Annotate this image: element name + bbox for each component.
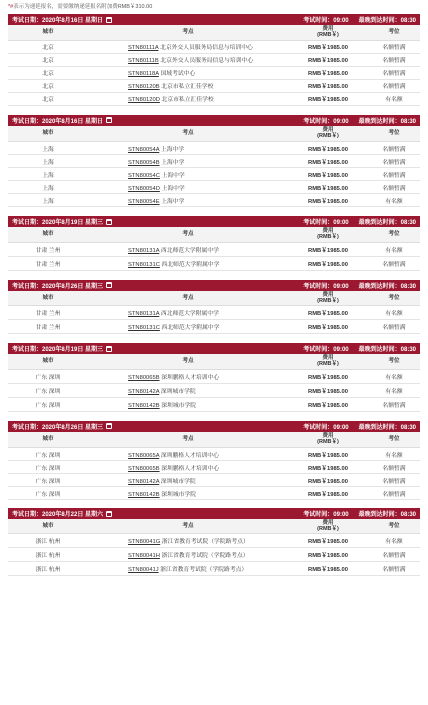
- seat-status-cell: 名额暂满: [368, 53, 420, 66]
- city-cell: 浙江 杭州: [8, 561, 88, 575]
- center-code-link[interactable]: STN80142B: [128, 491, 160, 498]
- city-cell: 广东 深圳: [8, 474, 88, 487]
- table-header-row: [8, 519, 420, 533]
- calendar-icon[interactable]: [106, 511, 112, 517]
- fee-cell: RMB￥1985.00: [288, 461, 368, 474]
- session-banner: [8, 216, 420, 227]
- session-date-group: [12, 509, 112, 518]
- city-cell: 甘肃 兰州: [8, 306, 88, 320]
- header-seat: 考位: [368, 25, 420, 40]
- seat-status-cell: 名额暂满: [368, 142, 420, 155]
- session-time-group: [303, 281, 416, 290]
- seat-status-cell: 有名额: [368, 242, 420, 256]
- center-cell: [88, 320, 288, 334]
- header-fee: 费用 (RMB￥): [288, 25, 368, 40]
- session-date-group: [12, 15, 112, 24]
- calendar-icon[interactable]: [106, 17, 112, 23]
- city-cell: 甘肃 兰州: [8, 320, 88, 334]
- center-code-link[interactable]: STN80041J: [128, 566, 159, 573]
- center-name: 北京外交人员服务局信息与培训中心: [160, 45, 253, 51]
- exam-session-block: [8, 216, 420, 271]
- test-center-table: [8, 227, 420, 271]
- center-name: 上海中学: [160, 146, 185, 153]
- center-code-link[interactable]: STN80111A: [128, 45, 159, 51]
- city-cell: 北京: [8, 66, 88, 79]
- fee-cell: RMB￥1985.00: [288, 533, 368, 547]
- fee-cell: RMB￥1985.00: [288, 79, 368, 92]
- center-cell: [88, 369, 288, 383]
- center-cell: [88, 448, 288, 461]
- table-row: [8, 155, 420, 168]
- calendar-icon[interactable]: [106, 219, 112, 225]
- city-cell: 广东 深圳: [8, 448, 88, 461]
- center-name: 上海中学: [161, 185, 185, 192]
- center-cell: [88, 547, 288, 561]
- fee-cell: RMB￥1985.00: [288, 487, 368, 500]
- center-code-link[interactable]: STN80065A: [128, 452, 160, 459]
- center-cell: [88, 242, 288, 256]
- header-center: 考点: [88, 354, 288, 369]
- table-row: [8, 66, 420, 79]
- center-name: 西北师范大学附属中学: [160, 311, 219, 317]
- table-row: [8, 92, 420, 105]
- center-cell: [88, 53, 288, 66]
- seat-status-cell: 名额暂满: [368, 487, 420, 500]
- table-row: [8, 397, 420, 411]
- city-cell: 北京: [8, 53, 88, 66]
- center-code-link[interactable]: STN80142A: [128, 478, 160, 485]
- center-name: 深圳城市学院: [160, 478, 196, 485]
- seat-status-cell: 有名额: [368, 448, 420, 461]
- header-city: 城市: [8, 291, 88, 306]
- header-city: 城市: [8, 432, 88, 448]
- center-cell: [88, 306, 288, 320]
- center-name: 深圳城市学院: [160, 388, 196, 395]
- header-center: 考点: [88, 126, 288, 142]
- calendar-icon[interactable]: [106, 117, 112, 123]
- center-cell: [88, 256, 288, 270]
- session-latest-arrival: 最晚到达时间：08:30: [358, 118, 416, 125]
- late-registration-notice: [8, 0, 420, 10]
- session-time-group: [303, 116, 416, 125]
- test-center-table: [8, 291, 420, 335]
- session-date: 考试日期：2020年8月16日 星期日: [12, 118, 104, 125]
- fee-cell: RMB￥1985.00: [288, 40, 368, 53]
- fee-cell: RMB￥1985.00: [288, 320, 368, 334]
- seat-status-cell: 名额暂满: [368, 320, 420, 334]
- center-code-link[interactable]: STN80111B: [128, 58, 159, 64]
- header-seat: 考位: [368, 227, 420, 242]
- session-time-group: [303, 422, 416, 431]
- city-cell: 甘肃 兰州: [8, 242, 88, 256]
- center-name: 西北师范大学附属中学: [161, 325, 220, 331]
- session-latest-arrival: 最晚到达时间：08:30: [358, 18, 416, 24]
- center-code-link[interactable]: STN80065B: [128, 465, 160, 472]
- session-date: 考试日期：2020年8月22日 星期六: [12, 512, 104, 518]
- table-row: [8, 487, 420, 500]
- table-header-row: [8, 291, 420, 306]
- seat-status-cell: 名额暂满: [368, 40, 420, 53]
- city-cell: 广东 深圳: [8, 397, 88, 411]
- session-time-group: [303, 344, 416, 353]
- seat-status-cell: 名额暂满: [368, 168, 420, 181]
- calendar-icon[interactable]: [106, 346, 112, 352]
- session-latest-arrival: 最晚到达时间：08:30: [358, 512, 416, 518]
- fee-cell: RMB￥1985.00: [288, 53, 368, 66]
- fee-cell: RMB￥1985.00: [288, 181, 368, 194]
- center-code-link[interactable]: STN80142A: [128, 388, 160, 395]
- fee-cell: RMB￥1985.00: [288, 194, 368, 207]
- header-fee: 费用 (RMB￥): [288, 227, 368, 242]
- center-name: 上海中学: [161, 159, 185, 166]
- center-name: 北京市私立汇佳学校: [161, 84, 214, 90]
- center-cell: [88, 487, 288, 500]
- fee-cell: RMB￥1985.00: [288, 369, 368, 383]
- fee-cell: RMB￥1985.00: [288, 397, 368, 411]
- seat-status-cell: 有名额: [368, 194, 420, 207]
- session-date-group: [12, 217, 112, 226]
- seat-status-cell: 有名额: [368, 92, 420, 105]
- seat-status-cell: 有名额: [368, 306, 420, 320]
- session-latest-arrival: 最晚到达时间：08:30: [358, 424, 416, 431]
- city-cell: 上海: [8, 142, 88, 155]
- city-cell: 上海: [8, 168, 88, 181]
- table-row: [8, 561, 420, 575]
- fee-cell: RMB￥1985.00: [288, 383, 368, 397]
- seat-status-cell: 名额暂满: [368, 461, 420, 474]
- session-date: 考试日期：2020年8月26日 星期三: [12, 424, 104, 431]
- exam-session-block: [8, 280, 420, 335]
- center-name: 浙江省教育考试院（学院路考点）: [160, 566, 248, 573]
- session-banner: [8, 508, 420, 519]
- city-cell: 上海: [8, 155, 88, 168]
- fee-cell: RMB￥1985.00: [288, 142, 368, 155]
- session-time: 考试时间：09:00: [303, 118, 349, 125]
- header-fee: 费用 (RMB￥): [288, 354, 368, 369]
- header-fee: 费用 (RMB￥): [288, 432, 368, 448]
- city-cell: 甘肃 兰州: [8, 256, 88, 270]
- header-fee: 费用 (RMB￥): [288, 291, 368, 306]
- table-header-row: [8, 432, 420, 448]
- table-row: [8, 306, 420, 320]
- table-row: [8, 320, 420, 334]
- center-cell: [88, 194, 288, 207]
- city-cell: 浙江 杭州: [8, 533, 88, 547]
- city-cell: 广东 深圳: [8, 487, 88, 500]
- session-date-group: [12, 281, 112, 290]
- seat-status-cell: 名额暂满: [368, 474, 420, 487]
- calendar-icon[interactable]: [106, 282, 112, 288]
- table-row: [8, 369, 420, 383]
- center-cell: [88, 383, 288, 397]
- table-row: [8, 383, 420, 397]
- session-banner: [8, 421, 420, 432]
- table-header-row: [8, 126, 420, 142]
- center-cell: [88, 168, 288, 181]
- center-cell: [88, 474, 288, 487]
- seat-status-cell: 有名额: [368, 383, 420, 397]
- header-center: 考点: [88, 227, 288, 242]
- center-code-link[interactable]: STN80120D: [128, 97, 160, 103]
- seat-status-cell: 名额暂满: [368, 66, 420, 79]
- header-city: 城市: [8, 126, 88, 142]
- exam-session-block: [8, 508, 420, 576]
- table-row: [8, 40, 420, 53]
- table-row: [8, 256, 420, 270]
- session-date-group: [12, 116, 112, 125]
- header-fee: 费用 (RMB￥): [288, 126, 368, 142]
- center-cell: [88, 66, 288, 79]
- center-code-link[interactable]: STN80054E: [128, 198, 160, 205]
- header-center: 考点: [88, 432, 288, 448]
- session-date: 考试日期：2020年8月19日 星期三: [12, 347, 104, 353]
- session-time-group: [303, 15, 416, 24]
- fee-cell: RMB￥1985.00: [288, 547, 368, 561]
- session-date: 考试日期：2020年8月16日 星期日: [12, 18, 104, 24]
- header-center: 考点: [88, 291, 288, 306]
- calendar-icon[interactable]: [106, 423, 112, 429]
- header-city: 城市: [8, 25, 88, 40]
- center-name: 深圳城市学院: [161, 402, 197, 409]
- schedule-blocks: [8, 14, 420, 576]
- center-cell: [88, 461, 288, 474]
- center-cell: [88, 181, 288, 194]
- session-latest-arrival: 最晚到达时间：08:30: [358, 347, 416, 353]
- table-row: [8, 79, 420, 92]
- seat-status-cell: 有名额: [368, 369, 420, 383]
- fee-cell: RMB￥1985.00: [288, 66, 368, 79]
- center-name: 国域考试中心: [160, 71, 196, 77]
- session-time: 考试时间：09:00: [303, 424, 349, 431]
- city-cell: 上海: [8, 194, 88, 207]
- test-center-table: [8, 432, 420, 501]
- center-name: 深圳鹏格人才培训中心: [161, 465, 220, 472]
- session-banner: [8, 14, 420, 25]
- city-cell: 广东 深圳: [8, 369, 88, 383]
- center-code-link[interactable]: STN80142B: [128, 402, 160, 409]
- seat-status-cell: 名额暂满: [368, 256, 420, 270]
- city-cell: 北京: [8, 92, 88, 105]
- header-city: 城市: [8, 227, 88, 242]
- session-latest-arrival: 最晚到达时间：08:30: [358, 220, 416, 226]
- header-seat: 考位: [368, 519, 420, 533]
- center-code-link[interactable]: STN80131C: [128, 261, 160, 268]
- center-code-link[interactable]: STN80054B: [128, 159, 160, 166]
- table-row: [8, 461, 420, 474]
- center-cell: [88, 561, 288, 575]
- fee-cell: RMB￥1985.00: [288, 168, 368, 181]
- center-name: 深圳城市学院: [161, 491, 197, 498]
- center-code-link[interactable]: STN80054C: [128, 172, 160, 179]
- header-fee: 费用 (RMB￥): [288, 519, 368, 533]
- header-seat: 考位: [368, 354, 420, 369]
- center-code-link[interactable]: STN80131A: [128, 247, 160, 254]
- center-code-link[interactable]: STN80065B: [128, 374, 160, 381]
- header-city: 城市: [8, 519, 88, 533]
- session-time: 考试时间：09:00: [303, 512, 349, 518]
- table-row: [8, 242, 420, 256]
- center-code-link[interactable]: STN80054A: [128, 146, 160, 153]
- center-name: 上海中学: [161, 172, 185, 179]
- seat-status-cell: 名额暂满: [368, 155, 420, 168]
- session-banner: [8, 280, 420, 291]
- header-seat: 考位: [368, 126, 420, 142]
- session-time: 考试时间：09:00: [303, 220, 349, 226]
- exam-session-block: [8, 343, 420, 412]
- seat-status-cell: 名额暂满: [368, 547, 420, 561]
- center-cell: [88, 92, 288, 105]
- session-date: 考试日期：2020年8月26日 星期三: [12, 283, 104, 290]
- city-cell: 北京: [8, 40, 88, 53]
- session-date: 考试日期：2020年8月19日 星期三: [12, 220, 104, 226]
- table-row: [8, 474, 420, 487]
- center-name: 上海中学: [161, 198, 185, 205]
- city-cell: 上海: [8, 181, 88, 194]
- fee-cell: RMB￥1985.00: [288, 256, 368, 270]
- center-code-link[interactable]: STN80131A: [128, 311, 160, 317]
- test-center-table: [8, 25, 420, 106]
- session-banner: [8, 115, 420, 126]
- fee-cell: RMB￥1985.00: [288, 448, 368, 461]
- test-center-table: [8, 126, 420, 208]
- center-cell: [88, 79, 288, 92]
- center-name: 深圳鹏格人才培训中心: [160, 452, 219, 459]
- seat-status-cell: 名额暂满: [368, 561, 420, 575]
- session-time-group: [303, 509, 416, 518]
- session-date-group: [12, 422, 112, 431]
- table-row: [8, 181, 420, 194]
- center-cell: [88, 142, 288, 155]
- center-code-link[interactable]: STN80131C: [128, 325, 160, 331]
- session-date-group: [12, 344, 112, 353]
- fee-cell: RMB￥1985.00: [288, 242, 368, 256]
- seat-status-cell: 有名额: [368, 533, 420, 547]
- session-banner: [8, 343, 420, 354]
- table-header-row: [8, 25, 420, 40]
- fee-cell: RMB￥1985.00: [288, 474, 368, 487]
- center-code-link[interactable]: STN80054D: [128, 185, 160, 192]
- center-code-link[interactable]: STN80041H: [128, 552, 160, 559]
- session-time: 考试时间：09:00: [303, 283, 349, 290]
- center-name: 深圳鹏格人才培训中心: [161, 374, 220, 381]
- header-center: 考点: [88, 519, 288, 533]
- table-row: [8, 142, 420, 155]
- center-code-link[interactable]: STN80120B: [128, 84, 160, 90]
- session-time: 考试时间：09:00: [303, 347, 349, 353]
- table-row: [8, 547, 420, 561]
- center-code-link[interactable]: STN80041G: [128, 538, 161, 545]
- center-cell: [88, 40, 288, 53]
- session-time: 考试时间：09:00: [303, 18, 349, 24]
- header-seat: 考位: [368, 291, 420, 306]
- test-center-table: [8, 354, 420, 412]
- header-city: 城市: [8, 354, 88, 369]
- center-name: 北京市私立汇佳学校: [161, 97, 214, 103]
- table-header-row: [8, 227, 420, 242]
- table-header-row: [8, 354, 420, 369]
- center-cell: [88, 155, 288, 168]
- header-center: 考点: [88, 25, 288, 40]
- center-name: 西北师范大学附属中学: [160, 247, 219, 254]
- table-row: [8, 448, 420, 461]
- city-cell: 广东 深圳: [8, 383, 88, 397]
- notice-text: 表示为递延报名，需要缴纳递延报名附加费RMB￥310.00: [13, 4, 153, 10]
- fee-cell: RMB￥1985.00: [288, 561, 368, 575]
- center-cell: [88, 533, 288, 547]
- table-row: [8, 533, 420, 547]
- test-center-table: [8, 519, 420, 576]
- fee-cell: RMB￥1985.00: [288, 306, 368, 320]
- fee-cell: RMB￥1985.00: [288, 155, 368, 168]
- center-name: 北京外交人员服务局信息与培训中心: [160, 58, 254, 64]
- table-row: [8, 194, 420, 207]
- session-time-group: [303, 217, 416, 226]
- center-code-link[interactable]: STN80118A: [128, 71, 159, 77]
- center-name: 浙江省教育考试院（学院路考点）: [161, 552, 249, 559]
- city-cell: 浙江 杭州: [8, 547, 88, 561]
- center-name: 浙江省教育考试院（学院路考点）: [161, 538, 249, 545]
- center-name: 西北师范大学附属中学: [161, 261, 220, 268]
- seat-status-cell: 名额暂满: [368, 79, 420, 92]
- exam-session-block: [8, 115, 420, 208]
- exam-session-block: [8, 421, 420, 501]
- session-latest-arrival: 最晚到达时间：08:30: [358, 283, 416, 290]
- header-seat: 考位: [368, 432, 420, 448]
- table-row: [8, 168, 420, 181]
- seat-status-cell: 名额暂满: [368, 181, 420, 194]
- seat-status-cell: 名额暂满: [368, 397, 420, 411]
- fee-cell: RMB￥1985.00: [288, 92, 368, 105]
- center-cell: [88, 397, 288, 411]
- notice-star: *#: [8, 4, 14, 10]
- table-row: [8, 53, 420, 66]
- city-cell: 北京: [8, 79, 88, 92]
- city-cell: 广东 深圳: [8, 461, 88, 474]
- exam-session-block: [8, 14, 420, 106]
